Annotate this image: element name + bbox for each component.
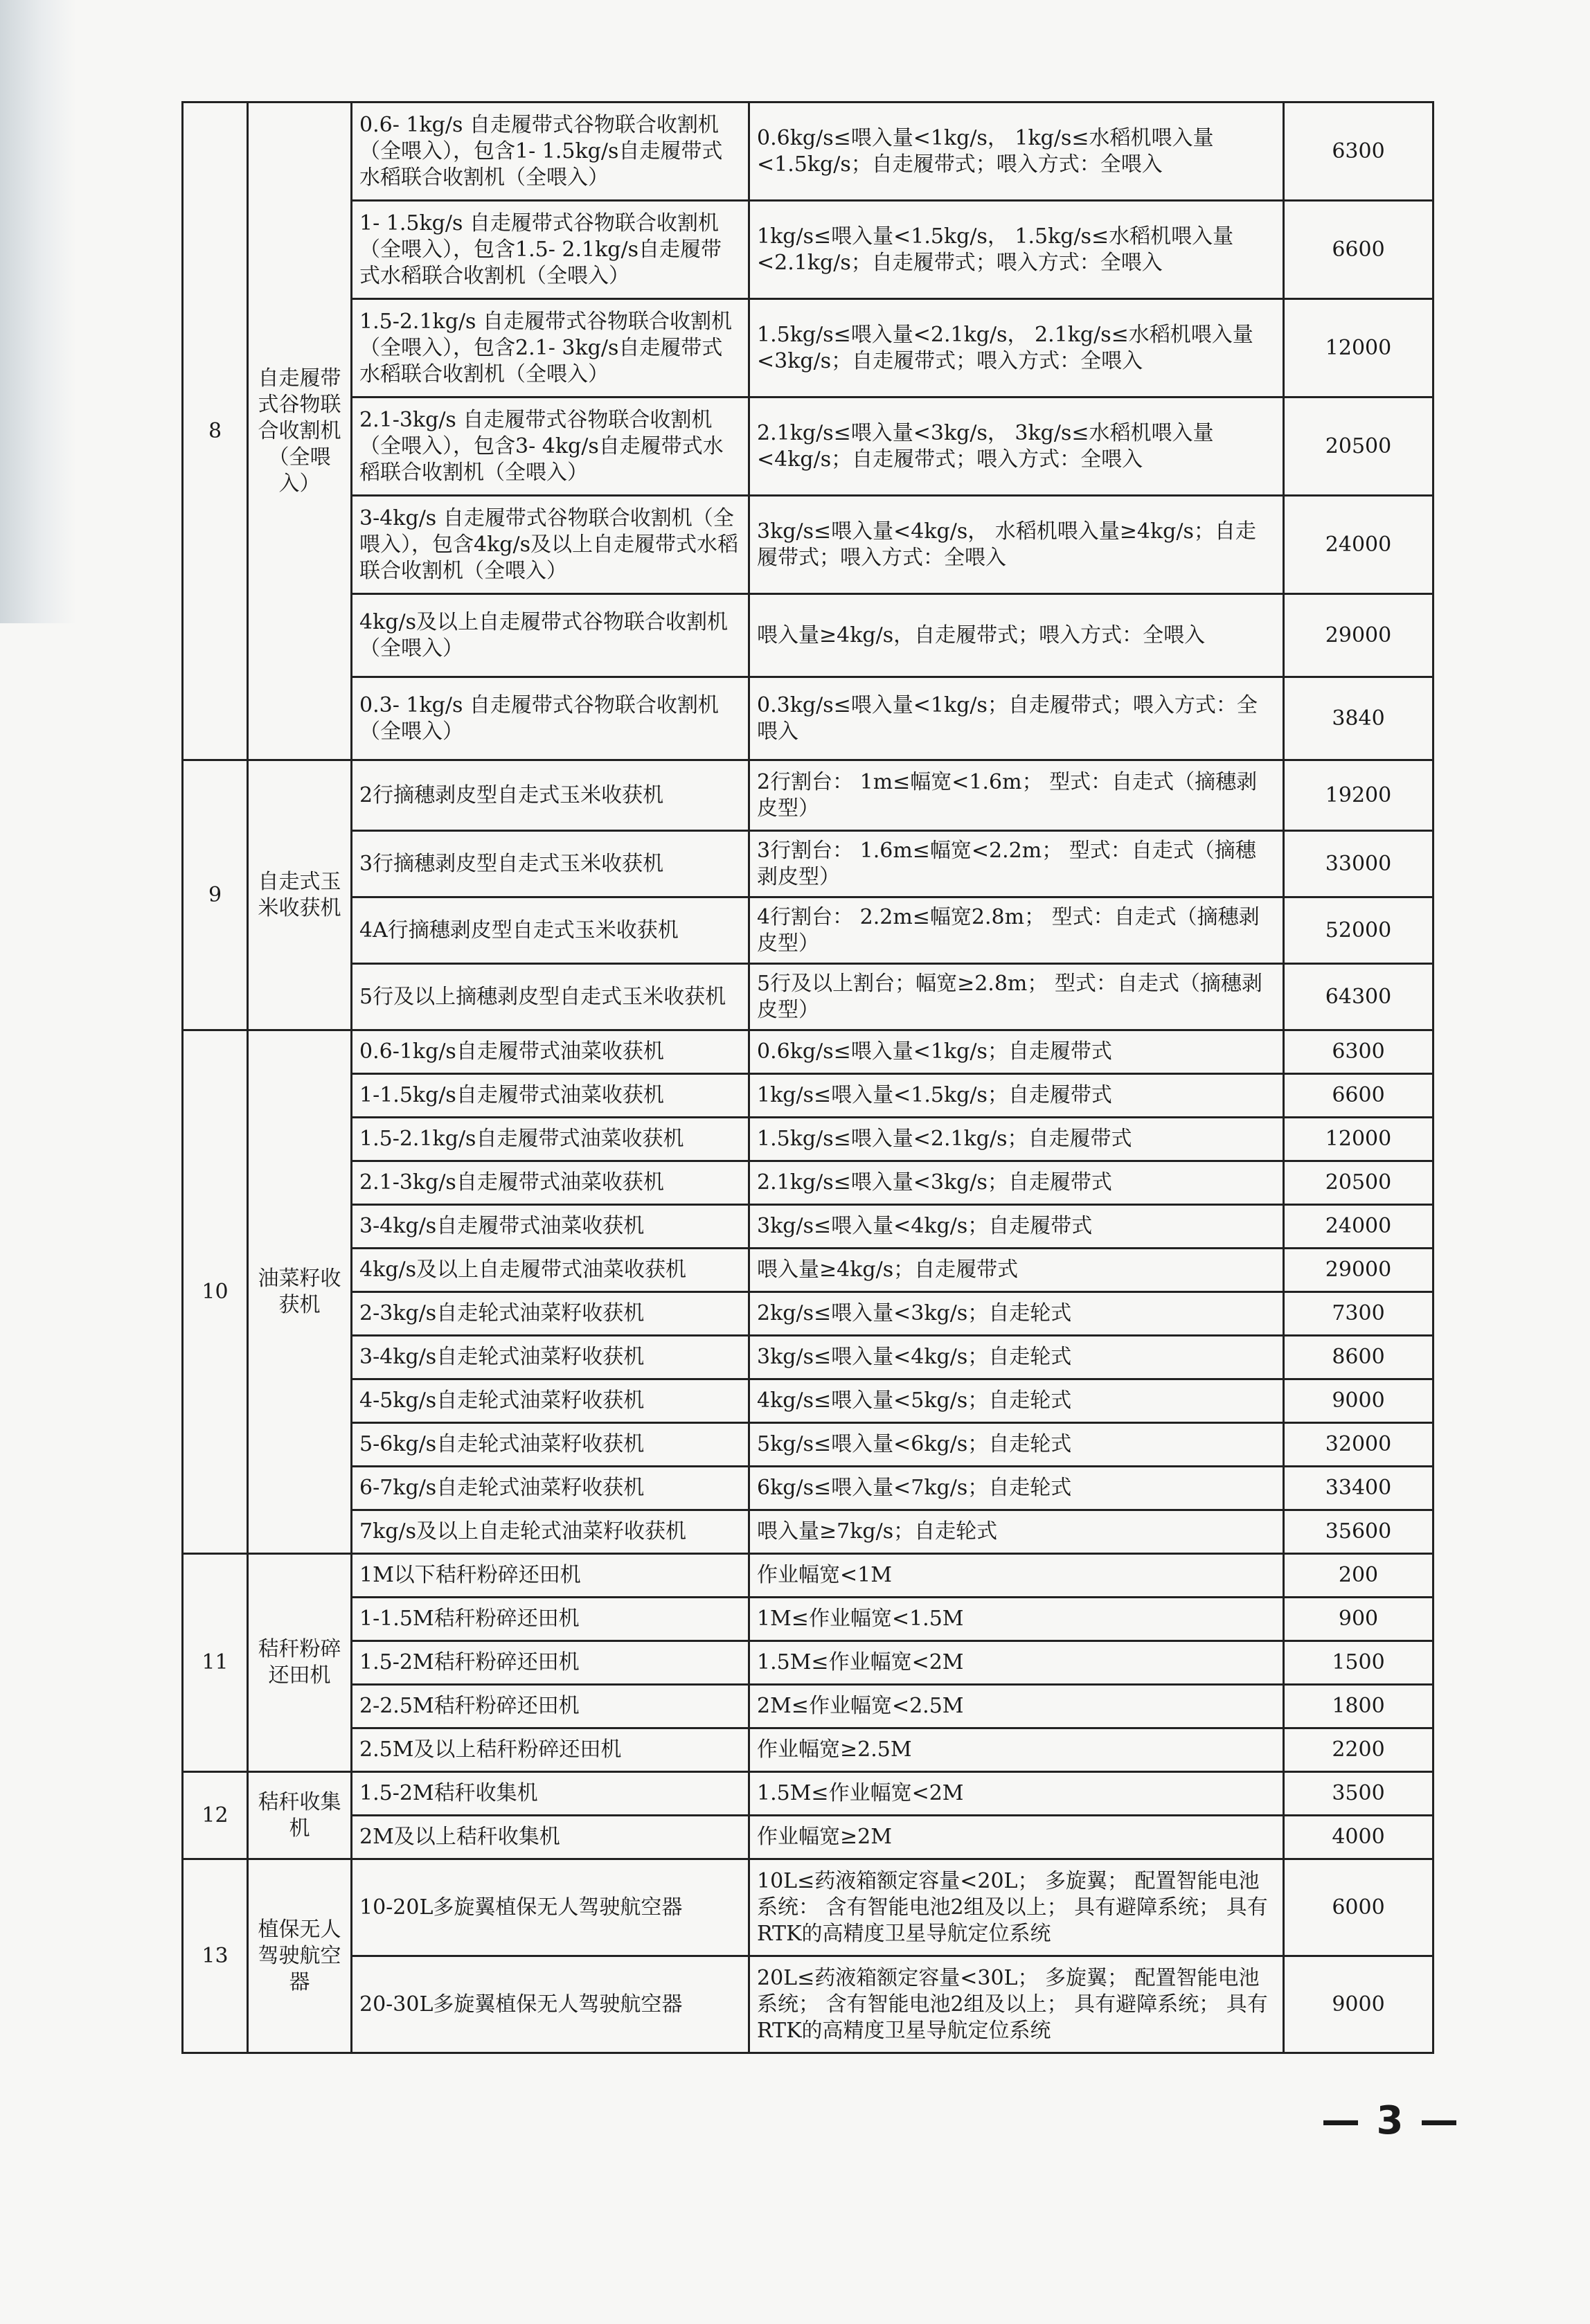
category-cell: 秸秆粉碎还田机 xyxy=(248,1554,352,1772)
table-row xyxy=(183,1336,1433,1379)
spec-cell: 1.5M≤作业幅宽<2M xyxy=(749,1641,1284,1685)
machine-name-cell: 3-4kg/s 自走履带式谷物联合收割机（全喂入），包含4kg/s及以上自走履带式水稻联合收割机（全喂入） xyxy=(352,496,749,594)
table-row xyxy=(183,1859,1433,1956)
spec-cell: 2M≤作业幅宽<2.5M xyxy=(749,1685,1284,1728)
price-cell: 29000 xyxy=(1284,1249,1433,1292)
spec-cell: 1kg/s≤喂入量<1.5kg/s；自走履带式 xyxy=(749,1074,1284,1118)
price-cell: 24000 xyxy=(1284,1205,1433,1249)
spec-cell: 5行及以上割台；幅宽≥2.8m； 型式：自走式（摘穗剥皮型） xyxy=(749,964,1284,1030)
table-row xyxy=(183,964,1433,1030)
table-row xyxy=(183,1074,1433,1118)
machine-name-cell: 10-20L多旋翼植保无人驾驶航空器 xyxy=(352,1859,749,1956)
price-cell: 6300 xyxy=(1284,102,1433,201)
table-row xyxy=(183,1292,1433,1336)
price-cell: 6600 xyxy=(1284,1074,1433,1118)
table-row xyxy=(183,1685,1433,1728)
machine-name-cell: 0.3- 1kg/s 自走履带式谷物联合收割机（全喂入） xyxy=(352,677,749,760)
table-row xyxy=(183,760,1433,831)
machine-name-cell: 1- 1.5kg/s 自走履带式谷物联合收割机（全喂入），包含1.5- 2.1kg/s自走履带式水稻联合收割机（全喂入） xyxy=(352,201,749,299)
machine-name-cell: 2行摘穗剥皮型自走式玉米收获机 xyxy=(352,760,749,831)
price-cell: 8600 xyxy=(1284,1336,1433,1379)
machine-name-cell: 1-1.5kg/s自走履带式油菜收获机 xyxy=(352,1074,749,1118)
item-number: 11 xyxy=(183,1554,248,1772)
spec-cell: 2行割台： 1m≤幅宽<1.6m； 型式：自走式（摘穗剥皮型） xyxy=(749,760,1284,831)
page-number: — 3 — xyxy=(1321,2098,1460,2143)
price-cell: 33400 xyxy=(1284,1467,1433,1510)
machine-name-cell: 4kg/s及以上自走履带式谷物联合收割机（全喂入） xyxy=(352,594,749,677)
price-cell: 3500 xyxy=(1284,1772,1433,1816)
spec-cell: 喂入量≥4kg/s，自走履带式；喂入方式：全喂入 xyxy=(749,594,1284,677)
spec-cell: 3kg/s≤喂入量<4kg/s， 水稻机喂入量≥4kg/s；自走履带式；喂入方式：全喂入 xyxy=(749,496,1284,594)
table-row xyxy=(183,1956,1433,2053)
machine-name-cell: 3-4kg/s自走轮式油菜籽收获机 xyxy=(352,1336,749,1379)
spec-cell: 喂入量≥7kg/s；自走轮式 xyxy=(749,1510,1284,1554)
machine-name-cell: 5行及以上摘穗剥皮型自走式玉米收获机 xyxy=(352,964,749,1030)
table-row xyxy=(183,677,1433,760)
spec-cell: 10L≤药液箱额定容量<20L； 多旋翼； 配置智能电池系统： 含有智能电池2组及以上； 具有避障系统； 具有RTK的高精度卫星导航定位系统 xyxy=(749,1859,1284,1956)
machine-name-cell: 0.6-1kg/s自走履带式油菜收获机 xyxy=(352,1030,749,1074)
table-row xyxy=(183,1816,1433,1859)
table-row xyxy=(183,1379,1433,1423)
table-row xyxy=(183,1641,1433,1685)
table-row xyxy=(183,496,1433,594)
category-cell: 自走履带式谷物联合收割机（全喂入） xyxy=(248,102,352,760)
table-row xyxy=(183,897,1433,964)
machine-name-cell: 1.5-2M秸秆粉碎还田机 xyxy=(352,1641,749,1685)
price-cell: 4000 xyxy=(1284,1816,1433,1859)
machine-name-cell: 4A行摘穗剥皮型自走式玉米收获机 xyxy=(352,897,749,964)
price-cell: 19200 xyxy=(1284,760,1433,831)
table-row xyxy=(183,1249,1433,1292)
price-cell: 6600 xyxy=(1284,201,1433,299)
spec-cell: 1kg/s≤喂入量<1.5kg/s， 1.5kg/s≤水稻机喂入量<2.1kg/s；自走履带式；喂入方式：全喂入 xyxy=(749,201,1284,299)
item-number: 9 xyxy=(183,760,248,1030)
spec-cell: 3kg/s≤喂入量<4kg/s；自走履带式 xyxy=(749,1205,1284,1249)
price-cell: 29000 xyxy=(1284,594,1433,677)
spec-cell: 5kg/s≤喂入量<6kg/s；自走轮式 xyxy=(749,1423,1284,1467)
machine-name-cell: 1.5-2M秸秆收集机 xyxy=(352,1772,749,1816)
spec-cell: 0.6kg/s≤喂入量<1kg/s；自走履带式 xyxy=(749,1030,1284,1074)
price-cell: 24000 xyxy=(1284,496,1433,594)
price-cell: 12000 xyxy=(1284,1118,1433,1161)
price-cell: 20500 xyxy=(1284,397,1433,496)
table-row xyxy=(183,594,1433,677)
price-cell: 35600 xyxy=(1284,1510,1433,1554)
spec-cell: 作业幅宽<1M xyxy=(749,1554,1284,1598)
machine-name-cell: 2-3kg/s自走轮式油菜籽收获机 xyxy=(352,1292,749,1336)
price-cell: 6300 xyxy=(1284,1030,1433,1074)
price-cell: 7300 xyxy=(1284,1292,1433,1336)
machine-name-cell: 1.5-2.1kg/s 自走履带式谷物联合收割机（全喂入），包含2.1- 3kg/s自走履带式水稻联合收割机（全喂入） xyxy=(352,299,749,397)
item-number: 13 xyxy=(183,1859,248,2053)
spec-cell: 3行割台： 1.6m≤幅宽<2.2m； 型式：自走式（摘穗剥皮型） xyxy=(749,831,1284,897)
category-cell: 植保无人驾驶航空器 xyxy=(248,1859,352,2053)
table-body xyxy=(183,102,1433,2053)
item-number: 8 xyxy=(183,102,248,760)
table-row xyxy=(183,1030,1433,1074)
table-row xyxy=(183,299,1433,397)
spec-cell: 2.1kg/s≤喂入量<3kg/s， 3kg/s≤水稻机喂入量<4kg/s；自走履带式；喂入方式：全喂入 xyxy=(749,397,1284,496)
item-number: 10 xyxy=(183,1030,248,1554)
table-row xyxy=(183,1554,1433,1598)
price-cell: 9000 xyxy=(1284,1379,1433,1423)
item-number: 12 xyxy=(183,1772,248,1859)
machine-name-cell: 4-5kg/s自走轮式油菜籽收获机 xyxy=(352,1379,749,1423)
spec-cell: 1M≤作业幅宽<1.5M xyxy=(749,1598,1284,1641)
price-cell: 6000 xyxy=(1284,1859,1433,1956)
category-cell: 油菜籽收获机 xyxy=(248,1030,352,1554)
price-cell: 3840 xyxy=(1284,677,1433,760)
price-cell: 200 xyxy=(1284,1554,1433,1598)
subsidy-table xyxy=(181,101,1434,2054)
price-cell: 52000 xyxy=(1284,897,1433,964)
page-edge-shadow xyxy=(0,0,76,623)
spec-cell: 3kg/s≤喂入量<4kg/s；自走轮式 xyxy=(749,1336,1284,1379)
table-row xyxy=(183,1772,1433,1816)
machine-name-cell: 2-2.5M秸秆粉碎还田机 xyxy=(352,1685,749,1728)
table-row xyxy=(183,1423,1433,1467)
spec-cell: 喂入量≥4kg/s；自走履带式 xyxy=(749,1249,1284,1292)
machine-name-cell: 5-6kg/s自走轮式油菜籽收获机 xyxy=(352,1423,749,1467)
machine-name-cell: 6-7kg/s自走轮式油菜籽收获机 xyxy=(352,1467,749,1510)
table-row xyxy=(183,831,1433,897)
spec-cell: 1.5kg/s≤喂入量<2.1kg/s；自走履带式 xyxy=(749,1118,1284,1161)
table-row xyxy=(183,1510,1433,1554)
machine-name-cell: 2.1-3kg/s 自走履带式谷物联合收割机（全喂入），包含3- 4kg/s自走履带式水稻联合收割机（全喂入） xyxy=(352,397,749,496)
spec-cell: 1.5kg/s≤喂入量<2.1kg/s， 2.1kg/s≤水稻机喂入量<3kg/s；自走履带式；喂入方式：全喂入 xyxy=(749,299,1284,397)
price-cell: 12000 xyxy=(1284,299,1433,397)
price-cell: 1800 xyxy=(1284,1685,1433,1728)
spec-cell: 6kg/s≤喂入量<7kg/s；自走轮式 xyxy=(749,1467,1284,1510)
machine-name-cell: 4kg/s及以上自走履带式油菜收获机 xyxy=(352,1249,749,1292)
price-cell: 64300 xyxy=(1284,964,1433,1030)
spec-cell: 4行割台： 2.2m≤幅宽2.8m； 型式：自走式（摘穗剥皮型） xyxy=(749,897,1284,964)
price-cell: 900 xyxy=(1284,1598,1433,1641)
price-cell: 9000 xyxy=(1284,1956,1433,2053)
spec-cell: 2.1kg/s≤喂入量<3kg/s；自走履带式 xyxy=(749,1161,1284,1205)
machine-name-cell: 3-4kg/s自走履带式油菜收获机 xyxy=(352,1205,749,1249)
machine-name-cell: 2.5M及以上秸秆粉碎还田机 xyxy=(352,1728,749,1772)
spec-cell: 作业幅宽≥2.5M xyxy=(749,1728,1284,1772)
table-row xyxy=(183,201,1433,299)
machine-name-cell: 2.1-3kg/s自走履带式油菜收获机 xyxy=(352,1161,749,1205)
machine-name-cell: 20-30L多旋翼植保无人驾驶航空器 xyxy=(352,1956,749,2053)
table-row xyxy=(183,102,1433,201)
spec-cell: 4kg/s≤喂入量<5kg/s；自走轮式 xyxy=(749,1379,1284,1423)
price-cell: 20500 xyxy=(1284,1161,1433,1205)
price-cell: 33000 xyxy=(1284,831,1433,897)
table-row xyxy=(183,1728,1433,1772)
machine-name-cell: 2M及以上秸秆收集机 xyxy=(352,1816,749,1859)
category-cell: 秸秆收集机 xyxy=(248,1772,352,1859)
spec-cell: 0.6kg/s≤喂入量<1kg/s， 1kg/s≤水稻机喂入量<1.5kg/s；自走履带式；喂入方式：全喂入 xyxy=(749,102,1284,201)
machine-name-cell: 7kg/s及以上自走轮式油菜籽收获机 xyxy=(352,1510,749,1554)
table-row xyxy=(183,1205,1433,1249)
machine-name-cell: 1.5-2.1kg/s自走履带式油菜收获机 xyxy=(352,1118,749,1161)
category-cell: 自走式玉米收获机 xyxy=(248,760,352,1030)
spec-cell: 2kg/s≤喂入量<3kg/s；自走轮式 xyxy=(749,1292,1284,1336)
machine-name-cell: 0.6- 1kg/s 自走履带式谷物联合收割机（全喂入），包含1- 1.5kg/s自走履带式水稻联合收割机（全喂入） xyxy=(352,102,749,201)
table-row xyxy=(183,1118,1433,1161)
table-row xyxy=(183,1467,1433,1510)
spec-cell: 1.5M≤作业幅宽<2M xyxy=(749,1772,1284,1816)
spec-cell: 0.3kg/s≤喂入量<1kg/s；自走履带式；喂入方式：全喂入 xyxy=(749,677,1284,760)
price-cell: 1500 xyxy=(1284,1641,1433,1685)
table-row xyxy=(183,397,1433,496)
price-cell: 2200 xyxy=(1284,1728,1433,1772)
machine-name-cell: 1-1.5M秸秆粉碎还田机 xyxy=(352,1598,749,1641)
spec-cell: 作业幅宽≥2M xyxy=(749,1816,1284,1859)
price-cell: 32000 xyxy=(1284,1423,1433,1467)
table-row xyxy=(183,1161,1433,1205)
machine-name-cell: 3行摘穗剥皮型自走式玉米收获机 xyxy=(352,831,749,897)
table-row xyxy=(183,1598,1433,1641)
spec-cell: 20L≤药液箱额定容量<30L； 多旋翼； 配置智能电池系统； 含有智能电池2组及以上； 具有避障系统； 具有RTK的高精度卫星导航定位系统 xyxy=(749,1956,1284,2053)
machine-name-cell: 1M以下秸秆粉碎还田机 xyxy=(352,1554,749,1598)
